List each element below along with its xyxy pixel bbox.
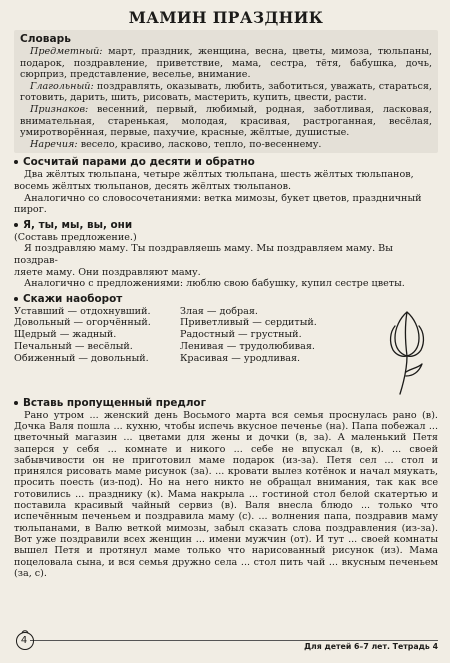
bullet-icon xyxy=(14,401,18,405)
exercise-text: восемь жёлтых тюльпанов, десять жёлтых тюльпанов. xyxy=(14,180,292,192)
page-title: МАМИН ПРАЗДНИК xyxy=(128,8,324,27)
page-footer xyxy=(14,631,438,651)
prepositions-story xyxy=(14,410,438,579)
tulip-icon xyxy=(378,306,436,398)
vocabulary-item: Наречия: весело, красиво, ласково, тепло, по-весеннему. xyxy=(30,138,322,150)
story-text: Рано утром ... женский день Восьмого марта вся семья проснулась рано (в). Дочка Валя пошла ... кухню, чтобы испечь вкусное печенье (на). Папа побежал ... цветочный магазин ... цветами для жены и дочки (в, за). А маленький Петя заперся у себя ... комнате и никого ... себе не впускал (в, к). ... своей забывчивости он не приготовил маме подарок (из-за). Петя сел ... стол и принялся рисовать маме рисунок (за). ... кровати вылез котёнок и начал мяукать, просить поесть (из-под). Но на него никто не обращал внимания, так как все готовились ... празднику (к). Мама накрыла ... гостиной стол белой скатертью и поставила красивый чайный сервиз (в). Валя внесла блюдо ... только что испечённым печеньем и поздравила маму (с). ... волнения папа, поздравив маму тюльпанами, в Валю веткой мимозы, забыл сказать слова поздравления (из-за). Вот уже поздравили всех женщин ... имени мужчин (от). И тут ... своей комнаты вышел Петя и протянул маме только что нарисованный рисунок (из). Мама поцеловала сына, и вся семья дружно села ... стол пить чай ... вкусным печеньем (за, с). xyxy=(14,409,438,579)
exercise-instruction: (Составь предложение.) xyxy=(14,231,137,243)
opposite-pair: Обиженный — довольный. xyxy=(14,352,149,364)
opposite-pair: Красивая — уродливая. xyxy=(180,352,301,364)
opposite-pair: Довольный — огорчённый. xyxy=(14,317,151,329)
exercise-text: Аналогично с предложениями: люблю свою бабушку, купил сестре цветы. xyxy=(24,278,405,290)
opposite-pair: Щедрый — жадный. xyxy=(14,329,117,341)
vocabulary-heading: Словарь xyxy=(20,33,71,45)
opposites-block xyxy=(14,306,438,394)
bullet-icon xyxy=(14,297,18,301)
page-number: 4 xyxy=(20,635,28,646)
exercise-text: Аналогично со словосочетаниями: ветка мимозы, букет цветов, праздничный пирог. xyxy=(14,192,422,216)
page-number-badge xyxy=(14,629,36,651)
exercise-text: Два жёлтых тюльпана, четыре жёлтых тюльпана, шесть жёлтых тюльпанов, xyxy=(24,169,414,181)
opposite-pair: Радостный — грустный. xyxy=(180,329,302,341)
vocabulary-item: Признаков: весенний, первый, любимый, родная, заботливая, ласковая, внимательная, старенькая, молодая, красивая, растроганная, весёлая, умиротворённая, первые, пахучие, красные, жёлтые, душистые. xyxy=(20,103,432,139)
opposites-left-column xyxy=(14,306,151,365)
vocabulary-box xyxy=(14,30,438,153)
opposite-pair: Печальный — весёлый. xyxy=(14,341,133,353)
workbook-page xyxy=(14,8,438,628)
footer-note: Для детей 6–7 лет. Тетрадь 4 xyxy=(304,642,438,651)
opposite-pair: Уставший — отдохнувший. xyxy=(14,305,151,317)
section-heading-opposites: Скажи наоборот xyxy=(14,293,438,305)
vocabulary-item: Предметный: март, праздник, женщина, весна, цветы, мимоза, тюльпаны, подарок, поздравление, приветствие, мама, сестра, тётя, бабушка, дочь, сюрприз, представление, веселье, внимание. xyxy=(20,46,432,81)
opposites-right-column xyxy=(180,306,317,365)
opposite-pair: Приветливый — сердитый. xyxy=(180,317,317,329)
bullet-icon xyxy=(14,223,18,227)
opposite-pair: Злая — добрая. xyxy=(180,305,258,317)
vocabulary-item: Глагольный: поздравлять, оказывать, любить, заботиться, уважать, стараться, готовить, дарить, шить, рисовать, мастерить, купить, цвести, расти. xyxy=(20,80,432,104)
section-heading-prepositions: Вставь пропущенный предлог xyxy=(14,397,438,409)
bullet-icon xyxy=(14,160,18,164)
exercise-text: Я поздравляю маму. Ты поздравляешь маму. Мы поздравляем маму. Вы поздрав- xyxy=(14,243,393,266)
section-heading-count: Сосчитай парами до десяти и обратно xyxy=(14,156,438,168)
exercise-text: ляете маму. Они поздравляют маму. xyxy=(14,266,201,278)
opposite-pair: Ленивая — трудолюбивая. xyxy=(180,341,315,353)
footer-divider xyxy=(30,640,438,641)
section-heading-pronouns: Я, ты, мы, вы, они xyxy=(14,219,438,231)
